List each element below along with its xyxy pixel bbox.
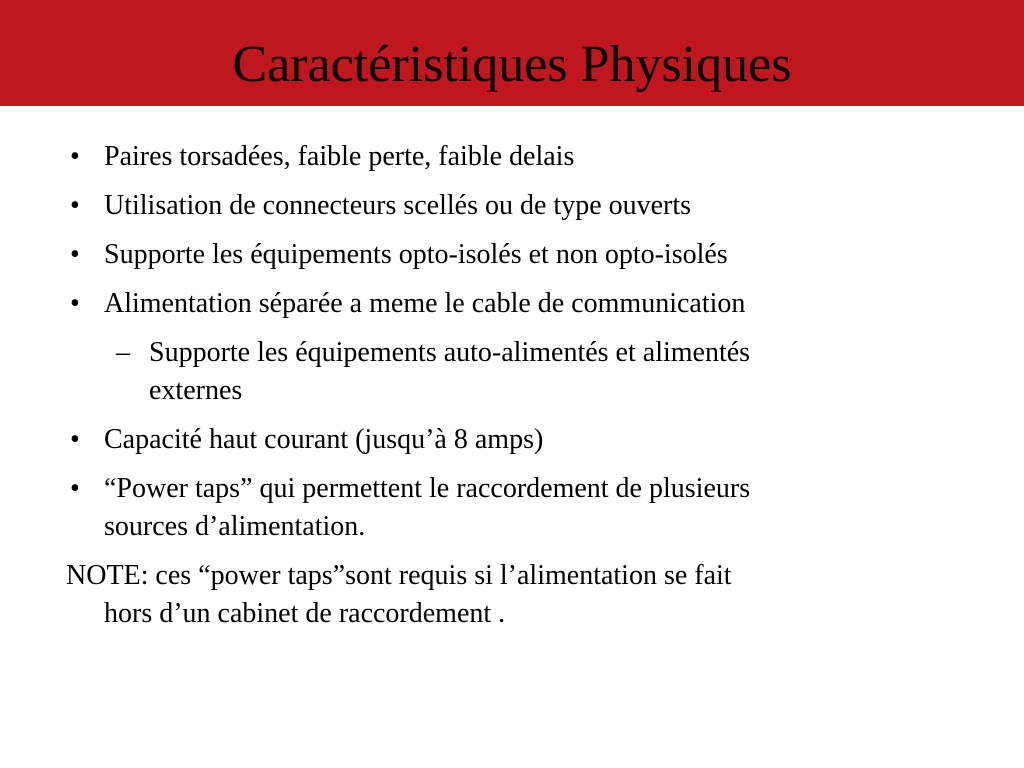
bullet-text: Capacité haut courant (jusqu’à 8 amps) (104, 424, 544, 455)
sub-bullet-marker: – (116, 337, 130, 368)
bullet-marker: • (70, 473, 80, 504)
bullet-marker: • (70, 141, 80, 172)
note-paragraph (0, 557, 1024, 633)
sub-bullet-text-line-2: externes (149, 375, 243, 406)
bullet-marker: • (70, 190, 80, 221)
bullet-text: Supporte les équipements opto-isolés et non opto-isolés (104, 239, 728, 270)
bullet-marker: • (70, 424, 80, 455)
bullet-item (0, 138, 1024, 176)
sub-bullet-text-line-1: Supporte les équipements auto-alimentés et alimentés (149, 337, 751, 368)
bullet-text-line-2: sources d’alimentation. (104, 511, 366, 542)
bullet-item (0, 470, 1024, 546)
bullet-text: Paires torsadées, faible perte, faible delais (104, 141, 575, 172)
bullet-marker: • (70, 239, 80, 270)
bullet-item (0, 187, 1024, 225)
bullet-text: Utilisation de connecteurs scellés ou de type ouverts (104, 190, 692, 221)
slide-content (0, 138, 1024, 644)
bullet-text-line-1: “Power taps” qui permettent le raccordement de plusieurs (104, 473, 751, 504)
bullet-item (0, 236, 1024, 274)
bullet-text: Alimentation séparée a meme le cable de communication (104, 288, 746, 319)
slide-title: Caractéristiques Physiques (232, 36, 792, 93)
bullet-marker: • (70, 288, 80, 319)
bullet-item (0, 421, 1024, 459)
bullet-item (0, 285, 1024, 323)
note-text-line-1: NOTE: ces “power taps”sont requis si l’alimentation se fait (66, 560, 732, 591)
note-text-line-2: hors d’un cabinet de raccordement . (104, 598, 506, 629)
sub-bullet-item (0, 334, 1024, 410)
